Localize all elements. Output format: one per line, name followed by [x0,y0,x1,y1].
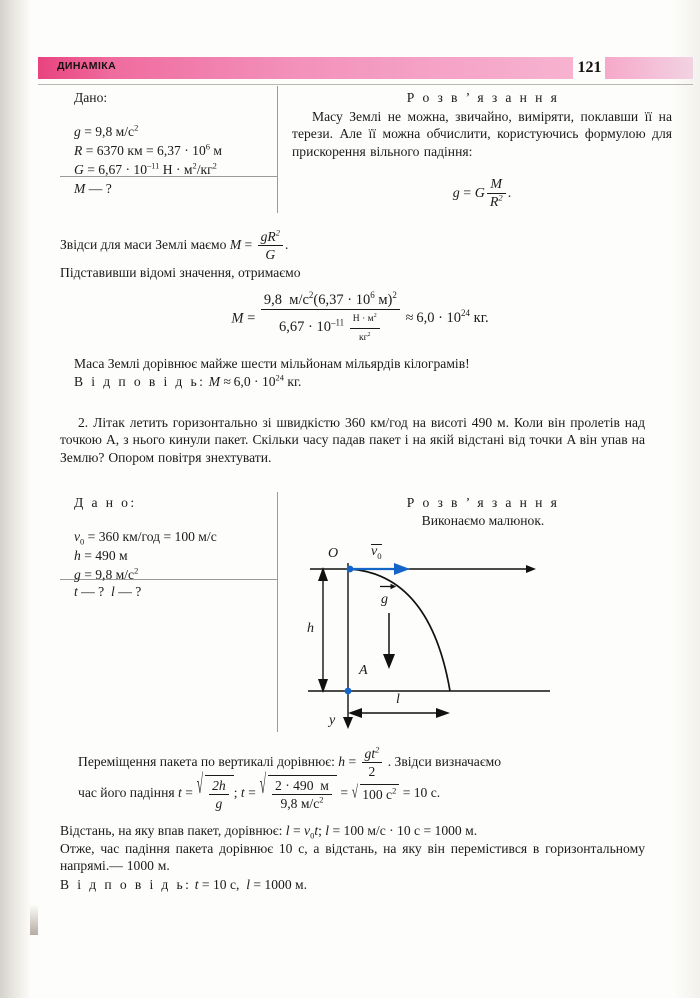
answer-value-1: $M \approx 6,0 \cdot 10^{24}$ кг. [208,372,302,389]
fall-time-formula-2: t = √ $\frac{2 \cdot 490 м}{9,8 м/с^2}$ [241,785,340,800]
page-header [38,57,693,79]
solution-title-2: Р о з в ’ я з а н н я [406,495,560,510]
given-list-2 [74,527,279,584]
diagram-label-origin: O [328,546,339,561]
big-formula-1: M = 9,8 $м/с^2(6,37 \cdot 10^6$ м)$^2$ $6,67 \cdot 10^{-11}$ $\frac{Н \cdot м^2}{кг^2}$ ≈ $6,0 \cdot 10^{24}$ кг. [60,292,660,346]
given-item-v0-2: $v_0 = 360$ км/год = 100 м/с [74,529,217,547]
solution-subtitle-2: Виконаємо малюнок. [421,513,545,528]
diagram-label-gravity: g [381,592,388,608]
conclusion-2: Отже, час падіння пакета дорівнює 10 с, а відстань, на яку він перемістився в горизонтальному напрямі.— 1000 м. [60,841,645,874]
find-value-2: t — ? l — ? [74,584,142,599]
big-formula-denominator: $6,67 \cdot 10^{-11}$ $\frac{Н \cdot м^2}{кг^2}$ [261,310,400,346]
diagram-gravity-arrow [383,613,395,669]
diagram-y-axis [343,563,353,729]
remark-1: Маса Землі дорівнює майже шести мільйонам мільярдів кілограмів! [74,356,470,371]
answer-line-2 [60,876,660,893]
diagram-point-a-dot [345,688,352,695]
solution-formula-1: g = G $\frac{M}{R^2}$ . [452,177,512,211]
given-item-g-2: g = 9,8 $м/с^2$ [74,565,139,582]
diagram-label-y-axis: y [329,713,336,728]
given-list-1 [74,122,279,179]
fall-time-text: час його падіння [78,785,175,801]
diagram-distance-arrow [348,708,450,718]
given-item-G-1: $G = 6,67 \cdot 10^{-11}$ $Н \cdot м^2/кг^2$ [74,160,217,177]
substitute-line: Підставивши відомі значення, отримаємо [60,265,301,280]
given-title-2: Д а н о: [74,495,137,510]
distance-text: Відстань, на яку впав пакет, дорівнює: [60,823,283,838]
mass-derivation-line [60,228,660,264]
diagram-top-axis [310,565,536,573]
diagram-velocity-arrow [350,563,410,575]
given-item-R-1: R = 6370 км = $6,37 \cdot 10^6$ м [74,141,222,158]
distance-formula: $l = v_0t$; l = 100 м/с · 10 с = 1000 м. [285,823,478,841]
big-formula-numerator: 9,8 $м/с^2(6,37 \cdot 10^6$ м)$^2$ [261,292,400,310]
header-band-right [605,57,693,79]
answer-label-1: В і д п о в і д ь: [74,374,206,389]
solution-text-1: Масу Землі не можна, звичайно, виміряти, поклавши її на терези. Але її можна обчислити, користуючись формулою для прискорення вільного падіння: [292,109,672,159]
header-divider [38,84,693,85]
answer-label-2: В і д п о в і д ь: [60,877,192,892]
problem2-statement [60,414,645,466]
answer-value-2: t = 10 с, l = 1000 м. [194,877,308,892]
distance-line [60,822,660,839]
problem2-statement-text: Літак летить горизонтально зі швидкістю 360 км/год на висоті 490 м. Коли він пролетів над точкою A, з нього кинули пакет. Скільки часу падав пакет і на якій відстані від точки A він упав на Землю? Опором повітря знехтувати. [60,415,645,465]
page-gutter-shadow [0,0,30,998]
vertical-displacement-tail: . Звідси визначаємо [387,754,502,770]
diagram-label-distance: l [396,692,400,707]
projectile-diagram [300,535,660,735]
fall-time-formula-3: = √ 100 $с^2 = 10$ с. [340,782,441,803]
big-formula-fraction [261,292,400,346]
page-corner-smudge [30,905,38,935]
solution-title-1: Р о з в ’ я з а н н я [406,90,560,105]
chapter-title: ДИНАМІКА [57,60,117,72]
find-value-1: M — ? [74,181,112,196]
given-title-1: Дано: [74,90,108,105]
header-band-left [38,57,573,79]
given-item-h-2: h = 490 м [74,548,128,563]
diagram-height-arrow [318,567,328,693]
problem2-number: 2. [78,415,89,430]
diagram-label-point-a: A [359,663,368,678]
diagram-point-o-dot [347,566,354,573]
diagram-label-height: h [307,621,314,636]
fall-time-formula-1: t = √ $\frac{2h}{g}$ ; [178,770,241,812]
given-item-g-1: g = 9,8 $м/с^2$ [74,122,139,139]
vertical-displacement-formula: h = $\frac{gt^2}{2}$ [338,754,387,769]
vertical-displacement-text: Переміщення пакета по вертикалі дорівнює: [78,754,335,770]
big-formula-result: ≈ $6,0 \cdot 10^{24}$ кг. [405,308,489,327]
answer-line-1 [74,373,674,390]
big-formula-lhs: M [231,310,244,327]
page-number: 121 [577,59,602,76]
mass-derivation-text: Звідси для маси Землі маємо [60,237,227,253]
diagram-label-velocity: $v_0$ [371,544,382,561]
fall-time-line [78,770,678,813]
mass-derivation-formula: M = $\frac{gR^2}{G}$ . [229,227,289,263]
